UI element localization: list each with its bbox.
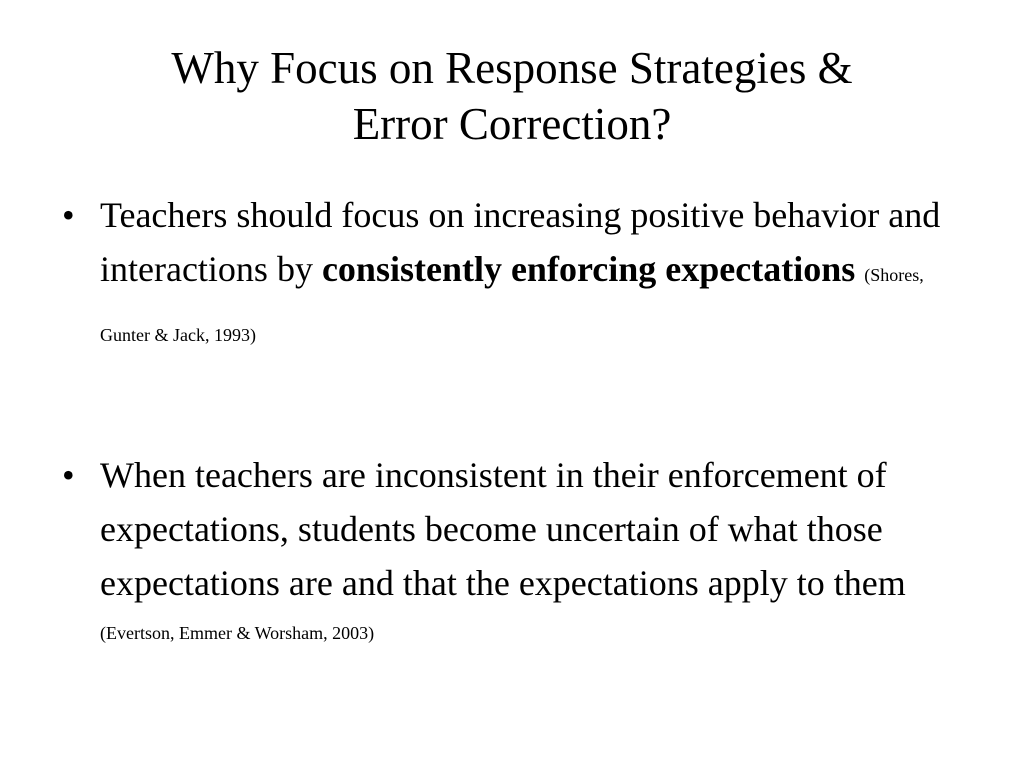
citation: (Evertson, Emmer & Worsham, 2003) (100, 623, 375, 643)
bullet-item-inconsistency (60, 448, 960, 646)
citation: (Shores, Gunter & Jack, 1993) (100, 265, 924, 345)
bullet-emphasis: consistently enforcing expectations (321, 249, 856, 289)
bullet-item-consistency (60, 188, 960, 362)
bullet-marker-icon: • (62, 195, 75, 235)
bullet-text: When teachers are inconsistent in their enforcement of expectations, students become uncertain of what those expectations are and that the expectations apply to them (100, 455, 906, 603)
bullet-marker-icon: • (62, 455, 75, 495)
bullet-list (60, 188, 960, 646)
slide-title (60, 40, 964, 152)
slide-title-line-2: Error Correction? (352, 99, 672, 149)
bullet-text: Teachers should focus on increasing positive behavior and interactions by (100, 195, 941, 289)
slide-title-line-1: Why Focus on Response Strategies & (171, 43, 853, 93)
